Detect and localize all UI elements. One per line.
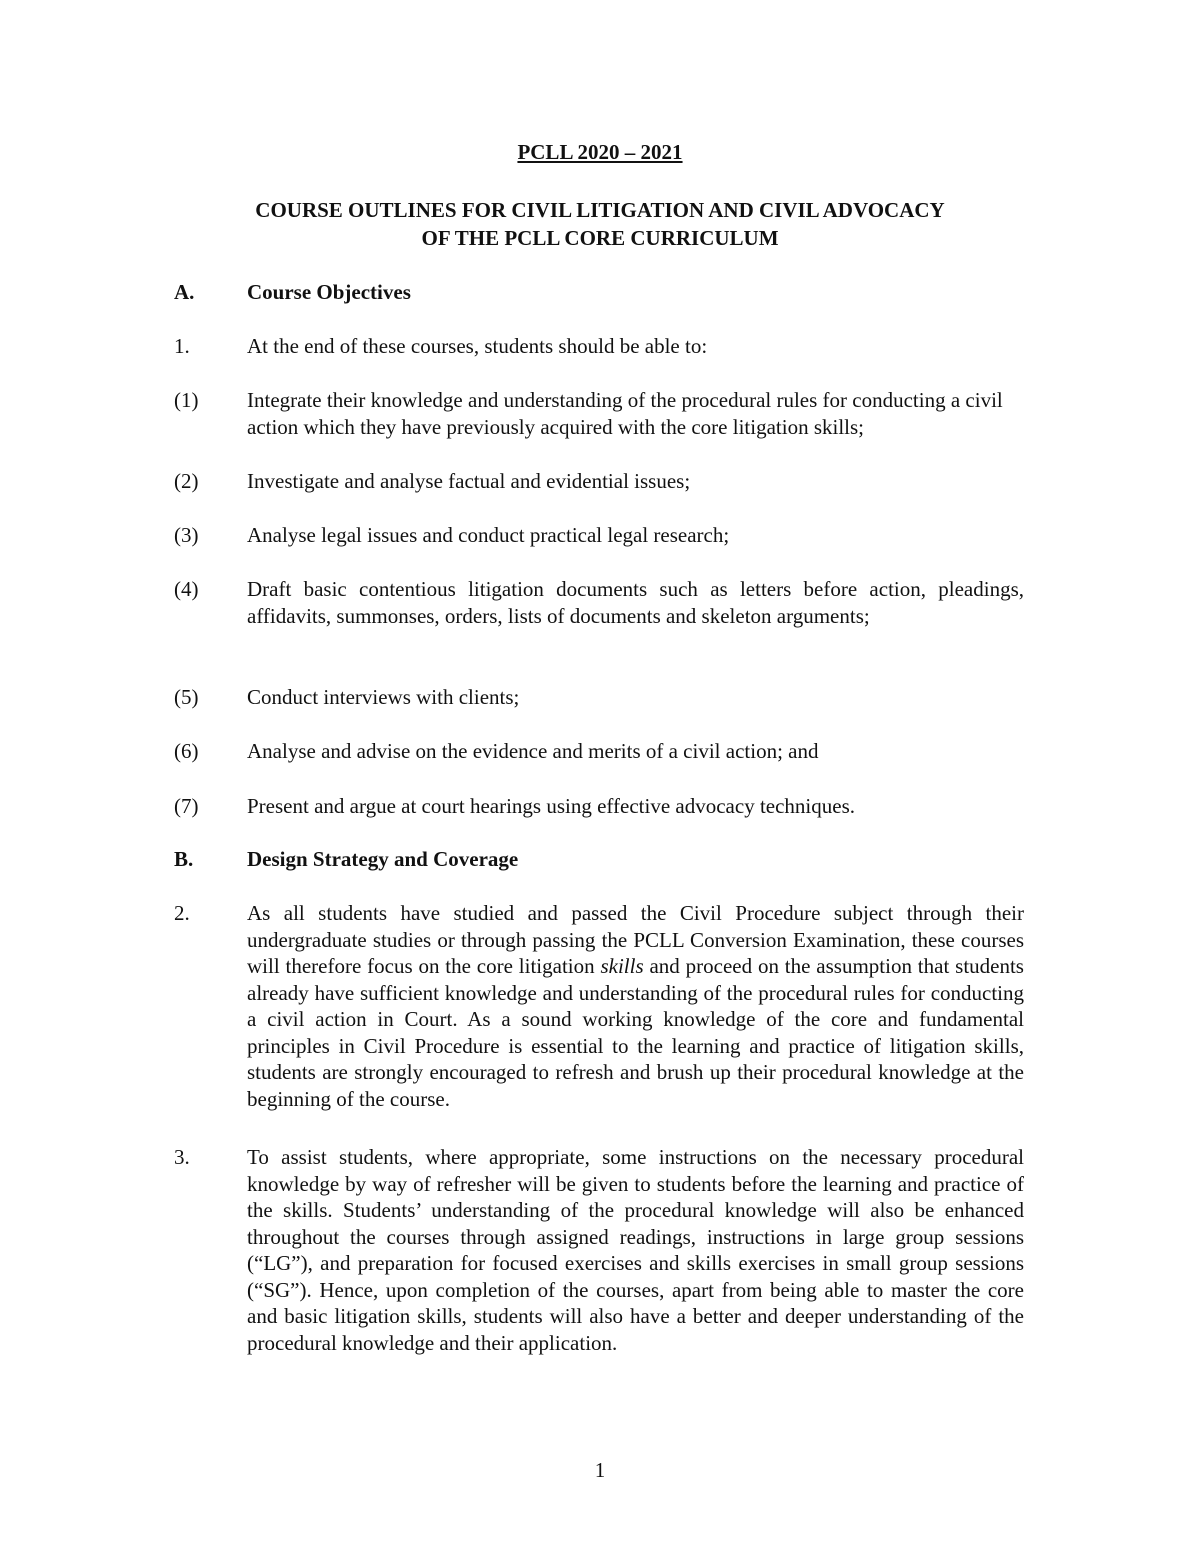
item-text: Draft basic contentious litigation documents such as letters before action, pleadings, affidavits, summonses, orders, lists of documents and skeleton arguments; — [247, 577, 1024, 628]
document-title — [0, 196, 1200, 252]
document-title-line-2: OF THE PCLL CORE CURRICULUM — [421, 226, 779, 250]
paragraph-text-part-1: As all students have studied and passed the Civil Procedure subject through their undergraduate studies or through passing the PCLL Conversion Examination, these courses will therefore focus on the core litigation — [247, 901, 1024, 978]
item-number: (7) — [174, 794, 199, 818]
section-b-title: Design Strategy and Coverage — [247, 847, 519, 871]
document-year-heading: PCLL 2020 – 2021 — [517, 140, 683, 164]
item-number: (2) — [174, 469, 199, 493]
item-text: Analyse legal issues and conduct practical legal research; — [247, 523, 730, 547]
paragraph-text-part-2: and proceed on the assumption that students already have sufficient knowledge and understanding of the procedural rules for conducting a civil action in Court. As a sound working knowledge of the core and fundamental principles in Civil Procedure is essential to the learning and practice of litigation skills, students are strongly encouraged to refresh and brush up their procedural knowledge at the beginning of the course. — [247, 954, 1024, 1111]
paragraph-number: 2. — [174, 901, 190, 925]
paragraph-number: 1. — [174, 334, 190, 358]
item-text: Investigate and analyse factual and evidential issues; — [247, 469, 691, 493]
item-text: Integrate their knowledge and understanding of the procedural rules for conducting a civil action which they have previously acquired with the core litigation skills; — [247, 388, 1003, 439]
item-text: Analyse and advise on the evidence and merits of a civil action; and — [247, 739, 819, 763]
item-text: Conduct interviews with clients; — [247, 685, 520, 709]
section-b-letter: B. — [174, 847, 194, 871]
item-number: (5) — [174, 685, 199, 709]
paragraph-text: To assist students, where appropriate, some instructions on the necessary procedural knowledge by way of refresher will be given to students before the learning and practice of the skills. Students’ understanding of the procedural knowledge will also be enhanced throughout the courses through assigned readings, instructions in large group sessions (“LG”), and preparation for focused exercises and skills exercises in small group sessions (“SG”). Hence, upon completion of the courses, apart from being able to master the core and basic litigation skills, students will also have a better and deeper understanding of the procedural knowledge and their application. — [247, 1145, 1024, 1355]
page-number: 1 — [594, 1458, 606, 1482]
section-a-letter: A. — [174, 280, 195, 304]
paragraph-text: At the end of these courses, students should be able to: — [247, 334, 708, 358]
item-number: (3) — [174, 523, 199, 547]
paragraph-number: 3. — [174, 1145, 190, 1169]
item-number: (6) — [174, 739, 199, 763]
item-number: (1) — [174, 388, 199, 412]
document-title-line-1: COURSE OUTLINES FOR CIVIL LITIGATION AND CIVIL ADVOCACY — [255, 198, 945, 222]
item-number: (4) — [174, 577, 199, 601]
emphasis-skills: skills — [600, 954, 644, 978]
section-a-title: Course Objectives — [247, 280, 411, 304]
paragraph-text — [247, 900, 1024, 1112]
item-text: Present and argue at court hearings using effective advocacy techniques. — [247, 794, 855, 818]
